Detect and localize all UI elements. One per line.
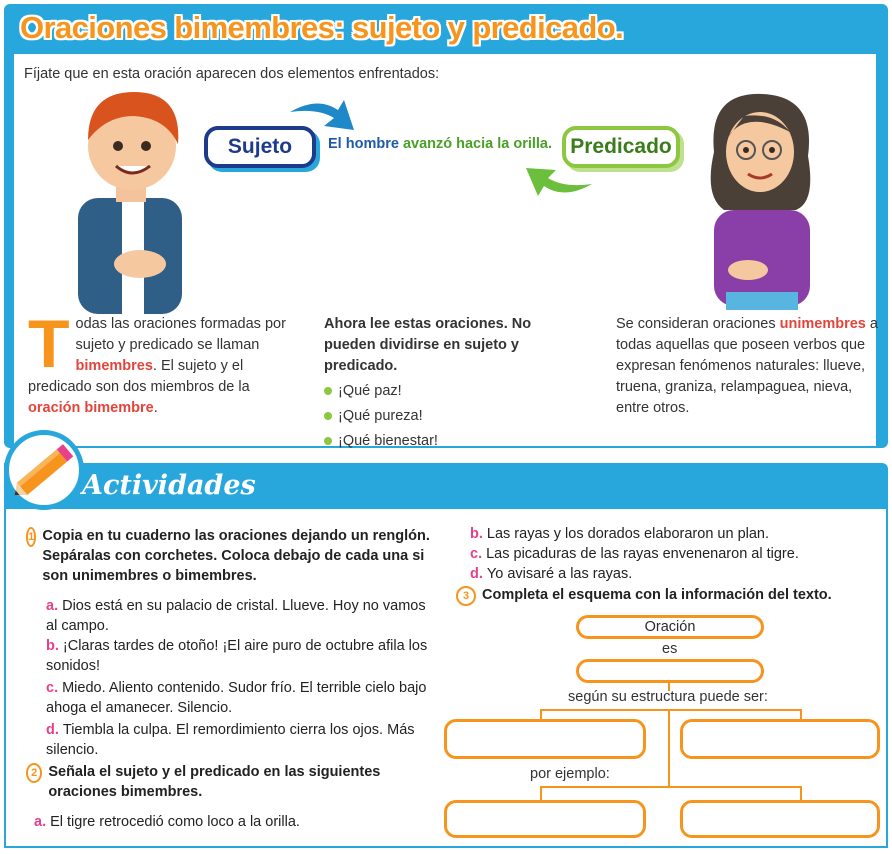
item-letter: c. — [46, 680, 59, 696]
question-3 — [456, 585, 876, 606]
definition-text: . El sujeto y el predicado son dos miembros de la — [28, 358, 250, 395]
scheme-box-example-2[interactable] — [680, 800, 880, 838]
activities-title: Actividades — [82, 470, 256, 501]
pencil-icon — [6, 434, 84, 508]
scheme-oracion-label: Oración — [644, 619, 696, 635]
predicado-label: Predicado — [562, 126, 680, 168]
item-text: Las rayas y los dorados elaboraron un plan. — [486, 526, 770, 542]
item-text: ¡Claras tardes de otoño! ¡El aire puro de octubre afila los sonidos! — [46, 638, 428, 674]
intro-text: Fíjate que en esta oración aparecen dos elementos enfrentados: — [24, 66, 440, 82]
item-text: Dios está en su palacio de cristal. Llueve. Hoy no vamos al campo. — [46, 598, 426, 634]
scheme-connector — [540, 709, 542, 719]
bimembres-definition — [28, 306, 286, 419]
q1-item-c — [46, 678, 440, 718]
unimembres-definition — [616, 314, 882, 419]
scheme-link-estructura: según su estructura puede ser: — [568, 689, 768, 705]
scheme-box-oracion — [576, 615, 764, 639]
scheme-connector — [800, 786, 802, 800]
q1-item-d — [46, 720, 440, 760]
term-bimembres: bimembres — [75, 358, 153, 374]
scheme-box-type-2[interactable] — [680, 719, 880, 759]
scheme-connector — [540, 709, 802, 711]
definition-text: a todas aquellas que poseen verbos que expresan fenómenos naturales: llueve, truena, graniza, relampaguea, nieva, entre otros. — [616, 316, 878, 416]
scheme-connector — [668, 709, 670, 787]
item-letter: a. — [34, 814, 47, 830]
item-text: El tigre retrocedió como loco a la orilla. — [50, 814, 300, 830]
girl-illustration — [704, 92, 818, 310]
scheme-connector — [540, 786, 542, 800]
example-predicate: avanzó hacia la orilla. — [402, 136, 553, 152]
q2-item-d — [470, 564, 870, 584]
question-text: Señala el sujeto y el predicado en las siguientes oraciones bimembres. — [48, 764, 381, 800]
boy-illustration — [70, 88, 200, 314]
question-text: Completa el esquema con la información del texto. — [482, 587, 832, 603]
list-item: ¡Qué pureza! — [324, 406, 584, 427]
definition-text: odas las oraciones formadas por sujeto y predicado se llaman — [75, 316, 286, 353]
scheme-connector — [800, 709, 802, 719]
q2-item-b — [470, 524, 870, 544]
item-text: Tiembla la culpa. El remordimiento cierra los ojos. Más silencio. — [46, 722, 415, 758]
question-number: 1 — [26, 527, 36, 547]
drop-cap: T — [28, 306, 70, 382]
q1-item-b — [46, 636, 440, 676]
question-1 — [26, 526, 436, 586]
scheme-box-definition[interactable] — [576, 659, 764, 683]
example-subject: El hombre — [328, 136, 399, 152]
item-letter: d. — [46, 722, 59, 738]
q1-item-a — [46, 596, 440, 636]
example-sentence — [328, 136, 552, 152]
scheme-connector — [540, 786, 802, 788]
scheme-box-example-1[interactable] — [444, 800, 646, 838]
question-text: Copia en tu cuaderno las oraciones dejando un renglón. Sepáralas con corchetes. Coloca debajo de cada una si son unimembres o bimembres. — [42, 528, 430, 584]
definition-text: . — [153, 400, 158, 416]
term-oracion-bimembre: oración bimembre — [28, 400, 154, 416]
item-letter: b. — [46, 638, 59, 654]
scheme-link-es: es — [662, 641, 678, 657]
question-number: 3 — [456, 586, 476, 606]
q2-item-a — [34, 812, 434, 832]
question-number: 2 — [26, 763, 42, 783]
term-unimembres: unimembres — [779, 316, 866, 332]
item-letter: c. — [470, 546, 483, 562]
definition-text: Se consideran oraciones — [616, 316, 780, 332]
scheme-link-ejemplo: por ejemplo: — [530, 766, 610, 782]
item-letter: d. — [470, 566, 483, 582]
scheme-box-type-1[interactable] — [444, 719, 646, 759]
item-letter: b. — [470, 526, 483, 542]
item-text: Las picaduras de las rayas envenenaron al tigre. — [486, 546, 799, 562]
list-item: ¡Qué paz! — [324, 381, 584, 402]
item-letter: a. — [46, 598, 59, 614]
item-text: Yo avisaré a las rayas. — [486, 566, 633, 582]
item-text: Miedo. Aliento contenido. Sudor frío. El terrible cielo bajo ahoga el amanecer. Silencio. — [46, 680, 427, 716]
question-2 — [26, 762, 426, 802]
examples-column — [324, 314, 584, 452]
page-title: Oraciones bimembres: sujeto y predicado. — [20, 10, 624, 45]
examples-heading: Ahora lee estas oraciones. No pueden dividirse en sujeto y predicado. — [324, 316, 532, 374]
list-item: ¡Qué bienestar! — [324, 431, 584, 452]
sujeto-label: Sujeto — [204, 126, 316, 168]
q2-item-c — [470, 544, 870, 564]
